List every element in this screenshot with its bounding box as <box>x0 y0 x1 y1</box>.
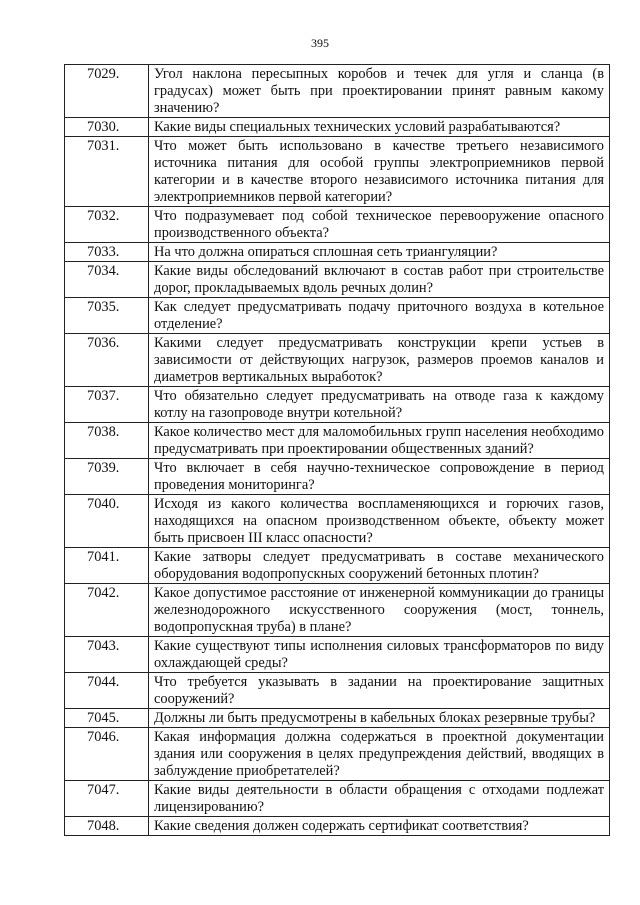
question-number: 7036. <box>65 334 149 387</box>
question-number: 7040. <box>65 495 149 548</box>
question-text: Какая информация должна содержаться в проектной документации здания или сооружения в целях предупреждения действий, вводящих в заблуждение приобретателей? <box>149 728 610 781</box>
question-text: Что обязательно следует предусматривать на отводе газа к каждому котлу на газопроводе внутри котельной? <box>149 387 610 423</box>
table-row <box>65 495 610 548</box>
question-number: 7034. <box>65 262 149 298</box>
question-text: Должны ли быть предусмотрены в кабельных блоках резервные трубы? <box>149 709 610 728</box>
question-text: Что может быть использовано в качестве третьего независимого источника питания для особой группы электроприемников первой категории и в качестве второго независимого источника питания для электроприемников первой категории? <box>149 137 610 207</box>
question-text: Какие виды обследований включают в состав работ при строительстве дорог, прокладываемых вдоль речных долин? <box>149 262 610 298</box>
question-number: 7041. <box>65 548 149 584</box>
table-row <box>65 817 610 836</box>
table-row <box>65 334 610 387</box>
question-text: Что подразумевает под собой техническое перевооружение опасного производственного объекта? <box>149 207 610 243</box>
question-number: 7046. <box>65 728 149 781</box>
question-number: 7030. <box>65 118 149 137</box>
question-text: Какие существуют типы исполнения силовых трансформаторов по виду охлаждающей среды? <box>149 637 610 673</box>
table-row <box>65 243 610 262</box>
table-row <box>65 459 610 495</box>
question-text: Исходя из какого количества воспламеняющихся и горючих газов, находящихся на опасном производственном объекте, объекту может быть присвоен III класс опасности? <box>149 495 610 548</box>
question-text: На что должна опираться сплошная сеть триангуляции? <box>149 243 610 262</box>
page-number: 395 <box>311 36 329 50</box>
table-row <box>65 118 610 137</box>
question-number: 7035. <box>65 298 149 334</box>
question-number: 7033. <box>65 243 149 262</box>
question-number: 7042. <box>65 584 149 637</box>
question-text: Какое допустимое расстояние от инженерной коммуникации до границы железнодорожного искусственного сооружения (мост, тоннель, водопропускная труба) в плане? <box>149 584 610 637</box>
table-row <box>65 262 610 298</box>
question-text: Какие сведения должен содержать сертификат соответствия? <box>149 817 610 836</box>
questions-table <box>64 64 610 836</box>
question-number: 7048. <box>65 817 149 836</box>
question-text: Какое количество мест для маломобильных групп населения необходимо предусматривать при проектировании общественных зданий? <box>149 423 610 459</box>
table-row <box>65 137 610 207</box>
question-number: 7039. <box>65 459 149 495</box>
table-row <box>65 548 610 584</box>
question-number: 7032. <box>65 207 149 243</box>
table-row <box>65 387 610 423</box>
question-number: 7038. <box>65 423 149 459</box>
question-number: 7047. <box>65 781 149 817</box>
table-row <box>65 709 610 728</box>
question-text: Какими следует предусматривать конструкции крепи устьев в зависимости от действующих нагрузок, размеров проемов каналов и диаметров вертикальных выработок? <box>149 334 610 387</box>
table-row <box>65 728 610 781</box>
question-text: Угол наклона пересыпных коробов и течек для угля и сланца (в градусах) может быть при проектировании принят равным какому значению? <box>149 65 610 118</box>
question-text: Как следует предусматривать подачу приточного воздуха в котельное отделение? <box>149 298 610 334</box>
table-row <box>65 637 610 673</box>
question-number: 7043. <box>65 637 149 673</box>
table-row <box>65 423 610 459</box>
question-text: Какие виды специальных технических условий разрабатываются? <box>149 118 610 137</box>
question-text: Что требуется указывать в задании на проектирование защитных сооружений? <box>149 673 610 709</box>
table-row <box>65 584 610 637</box>
question-number: 7044. <box>65 673 149 709</box>
table-row <box>65 673 610 709</box>
question-number: 7037. <box>65 387 149 423</box>
table-row <box>65 781 610 817</box>
question-number: 7031. <box>65 137 149 207</box>
table-row <box>65 298 610 334</box>
question-text: Какие виды деятельности в области обращения с отходами подлежат лицензированию? <box>149 781 610 817</box>
question-number: 7029. <box>65 65 149 118</box>
question-text: Какие затворы следует предусматривать в составе механического оборудования водопропускных сооружений бетонных плотин? <box>149 548 610 584</box>
question-text: Что включает в себя научно-техническое сопровождение в период проведения мониторинга? <box>149 459 610 495</box>
table-row <box>65 65 610 118</box>
table-row <box>65 207 610 243</box>
question-number: 7045. <box>65 709 149 728</box>
